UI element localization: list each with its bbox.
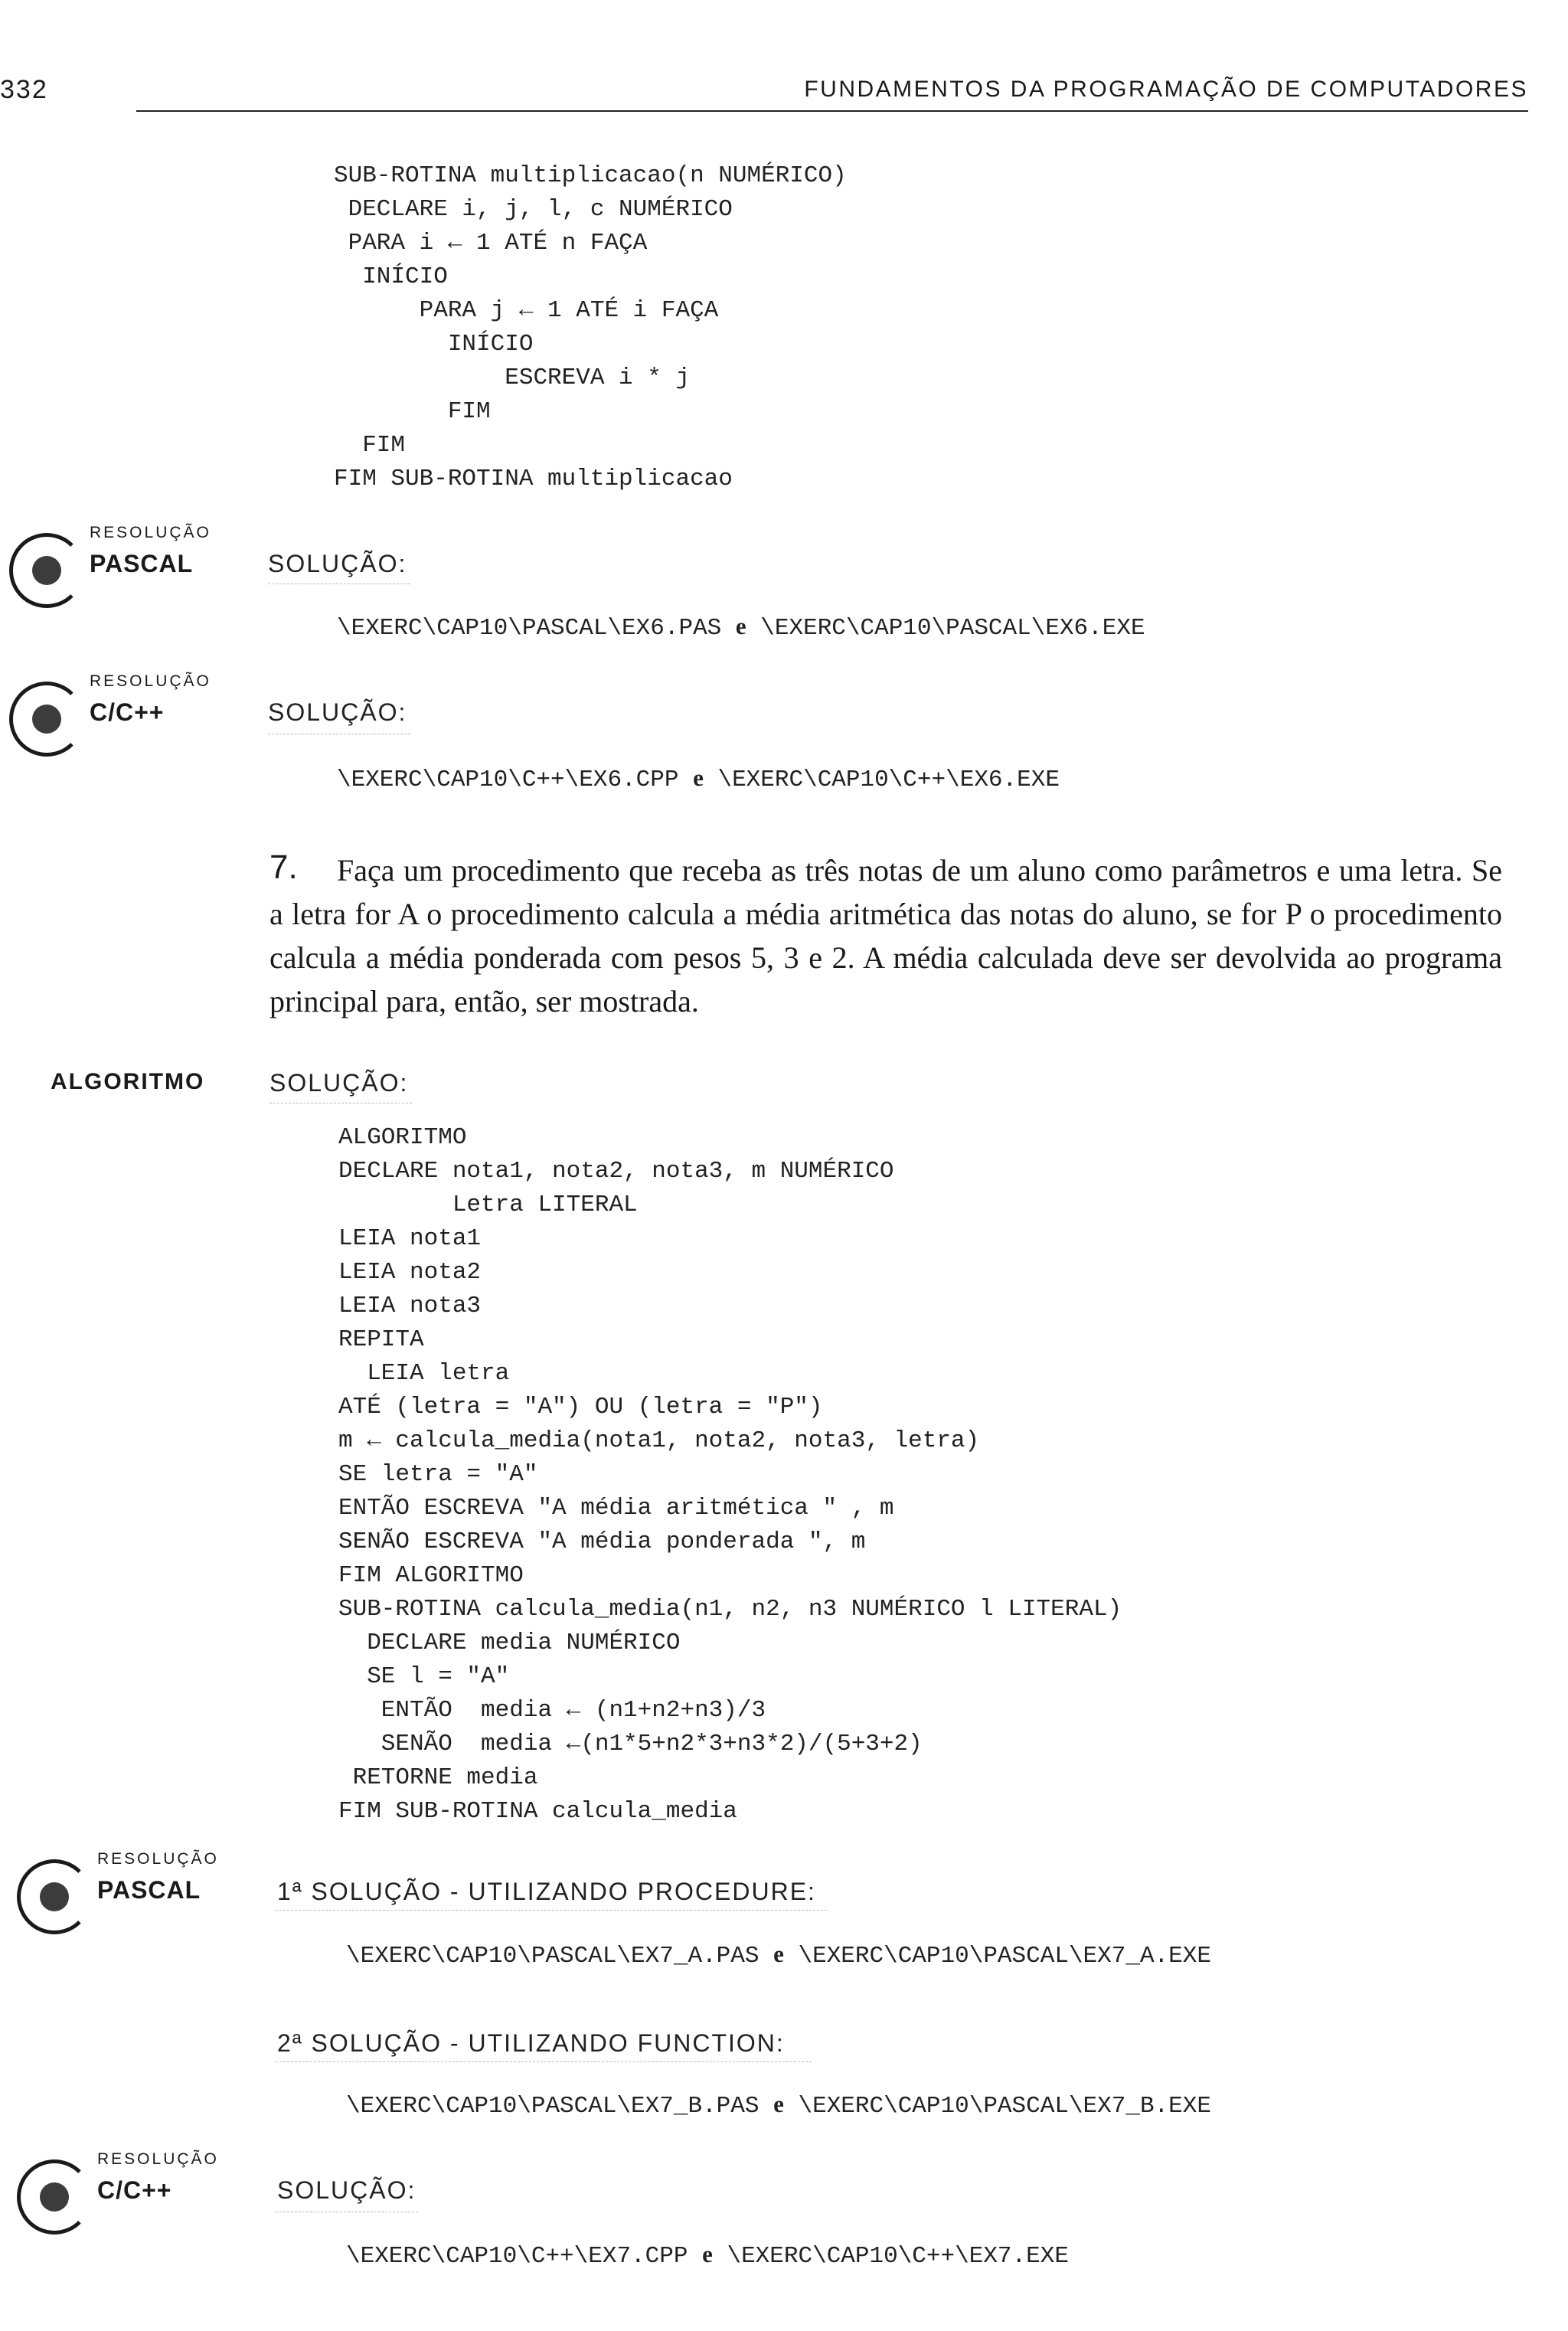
badge-cpp-label: C/C++	[90, 698, 165, 726]
file-path-line	[337, 764, 1060, 793]
file-path-line	[346, 2091, 1211, 2120]
file-path: \EXERC\CAP10\PASCAL\EX6.PAS	[337, 615, 722, 642]
file-path: \EXERC\CAP10\PASCAL\EX7_B.PAS	[346, 2093, 760, 2120]
conjunction: e	[702, 2241, 713, 2267]
solution-underline	[276, 1910, 827, 1911]
question-text: Faça um procedimento que receba as três notas de um aluno como parâmetros e uma letra. Se a letra for A o procedimento calcula a média aritmética das notas do aluno, se for P o procedimento calcula a média ponderada com pesos 5, 3 e 2. A média calculada deve ser devolvida ao programa principal para, então, ser mostrada.	[270, 853, 1502, 1018]
running-header: FUNDAMENTOS DA PROGRAMAÇÃO DE COMPUTADORES	[804, 77, 1528, 102]
badge-resolucao-label: RESOLUÇÃO	[97, 1850, 219, 1868]
code-block-calcula-media: ALGORITMO DECLARE nota1, nota2, nota3, m NUMÉRICO Letra LITERAL LEIA nota1 LEIA nota2 LEIA nota3 REPITA LEIA letra ATÉ (letra = "A") OU (letra = "P") m ← calcula_media(nota1, nota2, nota3, letra) SE letra = "A" ENTÃO ESCREVA "A média aritmética " , m SENÃO ESCREVA "A média ponderada ", m FIM ALGORITMO SUB-ROTINA calcula_media(n1, n2, n3 NUMÉRICO l LITERAL) DECLARE media NUMÉRICO SE l = "A" ENTÃO media ← (n1+n2+n3)/3 SENÃO media ←(n1*5+n2*3+n3*2)/(5+3+2) RETORNE media FIM SUB-ROTINA calcula_media	[338, 1124, 1122, 1825]
badge-resolucao-label: RESOLUÇÃO	[90, 524, 211, 541]
badge-resolucao-label: RESOLUÇÃO	[90, 672, 211, 690]
badge-pascal-label: PASCAL	[90, 550, 194, 577]
page-number: 332	[0, 75, 48, 104]
solution-heading: SOLUÇÃO:	[268, 550, 407, 577]
code-block-multiplicacao: SUB-ROTINA multiplicacao(n NUMÉRICO) DECLARE i, j, l, c NUMÉRICO PARA i ← 1 ATÉ n FAÇA INÍCIO PARA j ← 1 ATÉ i FAÇA INÍCIO ESCREVA i * j FIM FIM FIM SUB-ROTINA multiplicacao	[334, 162, 847, 492]
conjunction: e	[693, 764, 704, 791]
solution-heading-function	[277, 2029, 785, 2058]
badge-resolucao-label: RESOLUÇÃO	[97, 2150, 219, 2168]
file-path: \EXERC\CAP10\PASCAL\EX7_B.EXE	[798, 2093, 1211, 2120]
conjunction: e	[773, 1940, 784, 1967]
file-path: \EXERC\CAP10\PASCAL\EX6.EXE	[760, 615, 1145, 642]
badge-pascal-label: PASCAL	[97, 1876, 201, 1904]
conjunction: e	[735, 613, 746, 639]
header-rule	[136, 110, 1528, 112]
solution-heading: SOLUÇÃO:	[268, 698, 407, 726]
resolution-icon-dot	[32, 705, 61, 734]
solution-label: 2ª SOLUÇÃO - UTILIZANDO FUNCTION:	[277, 2029, 785, 2057]
resolution-icon-dot	[32, 556, 61, 585]
file-path-line	[346, 1940, 1211, 1970]
file-path: \EXERC\CAP10\C++\EX6.CPP	[337, 767, 679, 793]
file-path: \EXERC\CAP10\C++\EX7.CPP	[346, 2243, 688, 2270]
conjunction: e	[773, 2091, 784, 2117]
file-path: \EXERC\CAP10\C++\EX6.EXE	[717, 767, 1060, 793]
file-path: \EXERC\CAP10\PASCAL\EX7_A.EXE	[798, 1943, 1211, 1970]
solution-label: 1ª SOLUÇÃO - UTILIZANDO PROCEDURE:	[277, 1878, 816, 1905]
file-path: \EXERC\CAP10\C++\EX7.EXE	[727, 2243, 1069, 2270]
badge-cpp-label: C/C++	[97, 2176, 172, 2204]
file-path: \EXERC\CAP10\PASCAL\EX7_A.PAS	[346, 1943, 760, 1970]
file-path-line	[337, 613, 1145, 642]
question-number: 7.	[270, 848, 298, 886]
solution-heading: SOLUÇÃO:	[270, 1069, 409, 1097]
solution-heading: SOLUÇÃO:	[277, 2176, 416, 2204]
solution-underline	[276, 2061, 812, 2062]
file-path-line	[346, 2241, 1069, 2270]
resolution-icon-dot	[40, 2182, 69, 2212]
badge-algoritmo: ALGORITMO	[51, 1069, 205, 1094]
resolution-icon-dot	[40, 1882, 69, 1911]
solution-heading-procedure	[277, 1878, 816, 1906]
